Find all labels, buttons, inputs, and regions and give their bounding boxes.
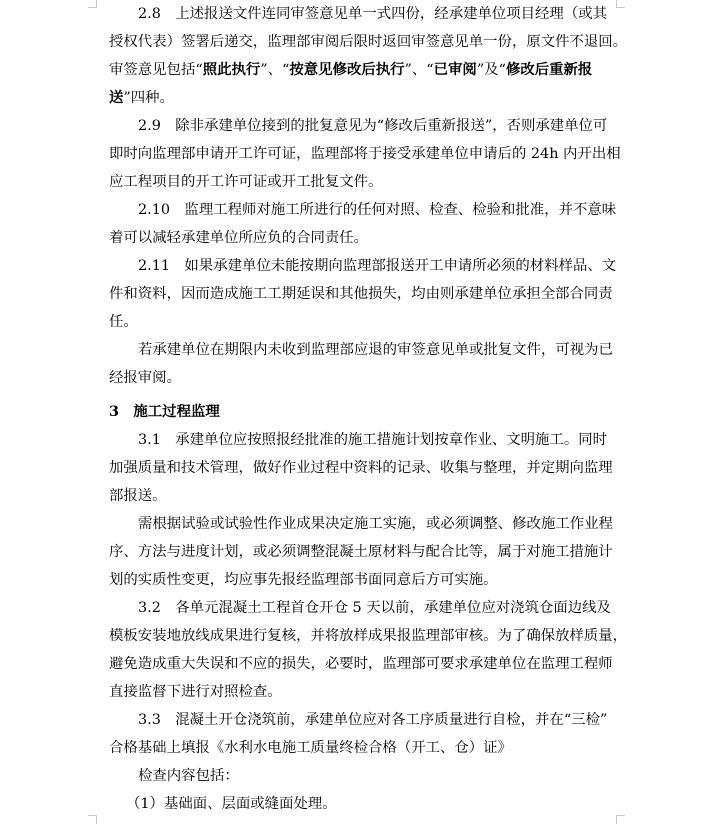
paragraph-line: 任。 [109,314,138,330]
paragraph-line: 若承建单位在期限内未收到监理部应退的审签意见单或批复文件，可视为已 [138,342,613,358]
text-run: ”四种。 [123,90,174,106]
paragraph-line: 2.11 如果承建单位未能按期向监理部报送开工申请所必须的材料样品、文 [138,258,617,274]
text-run: ”及“ [476,62,506,78]
bold-text-run: 照此执行 [202,61,261,78]
paragraph-line: 3.1 承建单位应按照报经批准的施工措施计划按章作业、文明施工。同时 [138,432,607,448]
paragraph-line: 即时向监理部申请开工许可证，监理部将于接受承建单位申请后的 24h 内开出相 [109,146,621,162]
paragraph-line: 需根据试验或试验性作业成果决定施工实施，或必须调整、修改施工作业程 [138,516,613,532]
margin-corner-mark [88,0,97,8]
text-run: ”、“ [260,62,290,78]
paragraph-line: 授权代表）签署后递交，监理部审阅后限时返回审签意见单一份，原文件不退回。 [109,34,628,50]
paragraph-line: 部报送。 [109,488,167,504]
paragraph-line: 合格基础上填报《水利水电施工质量终检合格（开工、仓）证》 [109,740,512,756]
paragraph-line: 2.10 监理工程师对施工所进行的任何对照、检查、检验和批准，并不意味 [138,202,617,218]
paragraph-line [109,56,614,84]
paragraph-line: 加强质量和技术管理，做好作业过程中资料的记录、收集与整理，并定期向监理 [109,460,613,476]
margin-corner-mark [616,815,625,824]
bold-text-run: 送 [109,89,124,106]
bold-text-run: 已审阅 [433,61,477,78]
paragraph-line [109,84,614,112]
section-heading: 3 施工过程监理 [109,403,220,420]
bold-text-run: 修改后重新报 [505,61,593,78]
paragraph-line: 着可以减轻承建单位所应负的合同责任。 [109,230,369,246]
paragraph-line: 2.8 上述报送文件连同审签意见单一式四份，经承建单位项目经理（或其 [138,6,607,22]
paragraph-line: 划的实质性变更，均应事先报经监理部书面同意后方可实施。 [109,572,498,588]
bold-text-run: 按意见修改后执行 [289,61,405,78]
paragraph-line: 件和资料，因而造成施工工期延误和其他损失，均由则承建单位承担全部合同责 [109,286,613,302]
text-run: ”、“ [404,62,434,78]
paragraph-line: 经报审阅。 [109,370,181,386]
paragraph-line: 3.2 各单元混凝土工程首仓开仓 5 天以前，承建单位应对浇筑仓面边线及 [138,600,611,616]
text-run: 审签意见包括“ [109,62,203,78]
paragraph-line: 检查内容包括： [138,768,239,784]
paragraph-line: 2.9 除非承建单位接到的批复意见为“修改后重新报送”，否则承建单位可 [138,118,608,134]
paragraph-line: 序、方法与进度计划，或必须调整混凝土原材料与配合比等，属于对施工措施计 [109,544,613,560]
paragraph-line: 模板安装地放线成果进行复核，并将放样成果报监理部审核。为了确保放样质量， [109,628,628,644]
paragraph-line: 应工程项目的开工许可证或开工批复文件。 [109,174,383,190]
paragraph-line: 避免造成重大失误和不应的损失，必要时，监理部可要求承建单位在监理工程师 [109,656,613,672]
paragraph-line: 3.3 混凝土开仓浇筑前，承建单位应对各工序质量进行自检，并在“三检” [138,712,608,728]
margin-corner-mark [88,815,97,824]
paragraph-line: 直接监督下进行对照检查。 [109,684,282,700]
margin-corner-mark [616,0,625,8]
document-body [109,0,628,818]
list-item: （1）基础面、层面或缝面处理。 [126,796,337,812]
